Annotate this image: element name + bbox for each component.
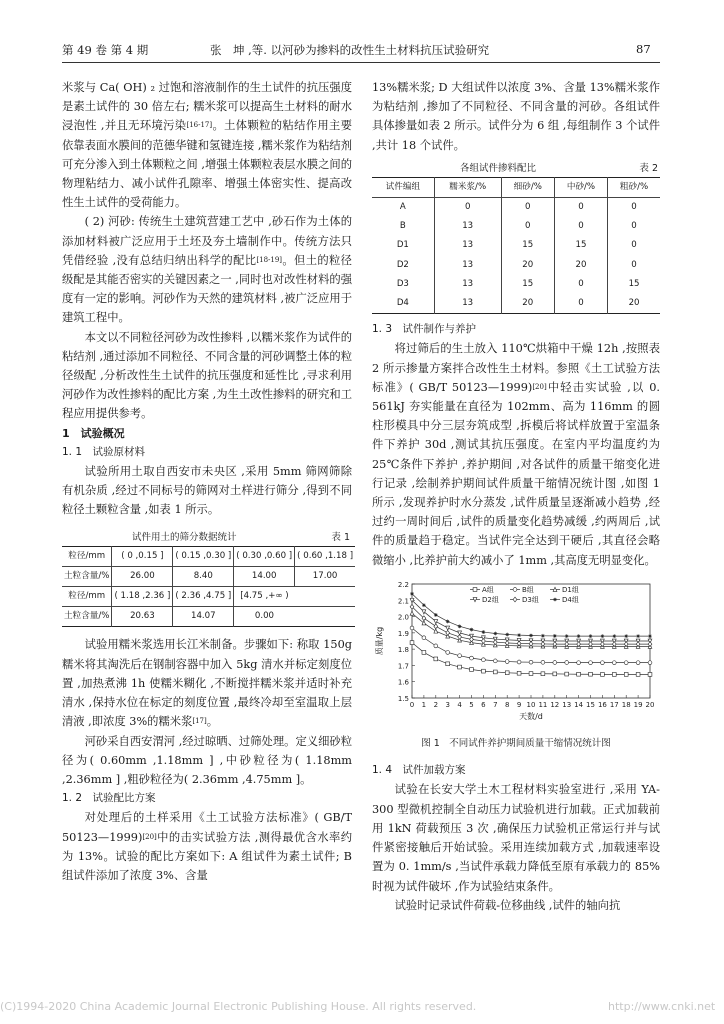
table2-body bbox=[372, 198, 660, 314]
table-cell: 15 bbox=[554, 236, 607, 255]
table-cell: ( 0 ,0.15 ] bbox=[112, 546, 173, 566]
data-point bbox=[410, 626, 414, 630]
data-point bbox=[473, 587, 477, 591]
paragraph: 河砂采自西安渭河 ,经过晾晒、过筛处理。定义细砂粒径为( 0.60mm ,1.18mm ] ,中砂粒径为( 1.18mm ,2.36mm ] ,粗砂粒径为( 2.36mm ,4.75mm ]。 bbox=[62, 734, 352, 786]
table-cell: 0.00 bbox=[234, 607, 295, 627]
data-point bbox=[589, 634, 593, 638]
table-cell: 0 bbox=[608, 217, 660, 236]
data-point bbox=[470, 667, 474, 671]
data-point bbox=[553, 672, 557, 676]
table-cell: D1 bbox=[396, 240, 409, 251]
table2 bbox=[372, 177, 660, 314]
table-cell: [4.75 ,+∞ ) bbox=[234, 587, 295, 607]
y-tick-label: 2.2 bbox=[397, 580, 409, 589]
figure1-caption: 图 1 不同试件养护期间质量干缩情况统计图 bbox=[421, 738, 611, 750]
data-point bbox=[517, 660, 521, 664]
cnki-url: http://www.cnki.net bbox=[608, 1000, 716, 1013]
paragraph: 试验用糯米浆选用长江米制备。步骤如下: 称取 150g 糯米将其淘洗后在钢制容器中加入 5kg 清水并标定刻度位置 ,加热煮沸 1h 使糯米糊化 ,不断搅拌糯米浆并适时补充清水 ,保持水位在标定的刻度位置 ,最终冷却至室温取上层清液 ,即浓度 3%的糯米浆[17]。 bbox=[62, 638, 352, 729]
legend-label: D4组 bbox=[562, 595, 579, 604]
data-point bbox=[470, 628, 474, 632]
data-point bbox=[529, 660, 533, 664]
x-tick-label: 0 bbox=[409, 700, 415, 709]
data-point bbox=[458, 624, 462, 628]
figure1-chart bbox=[372, 576, 660, 726]
data-point bbox=[577, 642, 581, 647]
x-tick-label: 1 bbox=[421, 700, 427, 709]
data-point bbox=[529, 633, 533, 637]
legend-label: D3组 bbox=[522, 595, 539, 604]
table-cell: 26.00 bbox=[112, 566, 173, 586]
table-cell: D3 bbox=[396, 278, 409, 289]
table-row bbox=[372, 217, 660, 236]
data-point bbox=[434, 657, 438, 661]
journal-issue: 第 49 卷 第 4 期 bbox=[62, 43, 149, 57]
data-point bbox=[648, 642, 652, 647]
data-point bbox=[422, 621, 426, 625]
table-cell: 15 bbox=[501, 236, 554, 255]
data-point bbox=[482, 658, 486, 662]
y-tick-label: 1.6 bbox=[397, 678, 409, 687]
table-cell: 0 bbox=[608, 198, 660, 218]
table-cell: 8.40 bbox=[173, 566, 234, 586]
table-header: 糯米浆/% bbox=[434, 177, 501, 197]
y-tick-label: 1.9 bbox=[397, 629, 409, 638]
x-tick-label: 17 bbox=[609, 700, 619, 709]
x-tick-label: 7 bbox=[493, 700, 498, 709]
data-point bbox=[612, 634, 616, 638]
x-tick-label: 8 bbox=[504, 700, 510, 709]
table-cell: 20 bbox=[501, 256, 554, 275]
data-point bbox=[541, 672, 545, 676]
data-point bbox=[446, 650, 450, 654]
table-cell: 0 bbox=[554, 275, 607, 294]
paragraph: ( 2) 河砂: 传统生土建筑营建工艺中 ,砂石作为土体的添加材料被广泛应用于土坯及夯土墙制作中。传统方法只凭借经验 ,没有总结归纳出科学的配比[18-19]。但土的粒径级配是其能否密实的关键因素之一 ,同时也对改性材料的强度有一定的影响。河砂作为天然的建筑材料 ,被广泛应用于建筑工程中。 bbox=[62, 215, 352, 325]
data-point bbox=[577, 672, 581, 676]
x-tick-label: 14 bbox=[574, 700, 584, 709]
x-tick-label: 16 bbox=[597, 700, 607, 709]
data-point bbox=[513, 597, 517, 602]
data-point bbox=[513, 587, 517, 591]
x-tick-label: 12 bbox=[550, 700, 560, 709]
data-point bbox=[589, 661, 593, 665]
data-point bbox=[541, 660, 545, 664]
table-row bbox=[372, 236, 660, 255]
data-point bbox=[458, 634, 462, 639]
paragraph: 试验在长安大学土木工程材料实验室进行 ,采用 YA-300 型微机控制全自动压力试验机进行加载。正式加载前用 1kN 荷载预压 3 次 ,确保压力试验机正常运行并与试件紧密接触后开始试验。采用连续加载方式 ,加载速率设置为 0. 1mm/s ,当试件承载力降低至原有承载力的 85%时视为试件破坏 ,作为试验结束条件。 bbox=[372, 783, 660, 893]
data-point bbox=[493, 631, 497, 635]
x-tick-label: 2 bbox=[433, 700, 439, 709]
table-cell: 0 bbox=[554, 294, 607, 314]
data-point bbox=[565, 642, 569, 647]
data-point bbox=[636, 672, 640, 676]
table-cell: 13 bbox=[434, 236, 501, 255]
data-point bbox=[493, 670, 497, 674]
paragraph: 试验所用土取自西安市未央区 ,采用 5mm 筛网筛除有机杂质 ,经过不同标号的筛网对土样进行筛分 ,得到不同粒径土颗粒含量 ,如表 1 所示。 bbox=[62, 465, 352, 517]
data-point bbox=[636, 634, 640, 638]
table-row bbox=[372, 198, 660, 218]
data-point bbox=[589, 642, 593, 647]
table-cell: ( 1.18 ,2.36 ] bbox=[112, 587, 173, 607]
x-tick-label: 19 bbox=[633, 700, 643, 709]
paragraph: 对处理后的土样采用《土工试验方法标准》( GB/T 50123—1999)[20]中的击实试验方法 ,测得最优含水率约为 13%。试验的配比方案如下: A 组试件为素土试件; B 组试件添加了浓度 3%、含量 bbox=[62, 811, 352, 882]
paragraph: 米浆与 Ca( OH) ₂ 过饱和溶液制作的生土试件的抗压强度是素土试件的 30 倍左右; 糯米浆可以提高生土材料的耐水浸泡性 ,并且无环境污染[16-17]。土体颗粒的粘结作用主要依靠表面水膜间的范德华键和氢键连接 ,糯米浆作为粘结剂可充分渗入到土体颗粒之间 ,增强土体颗粒表层水膜之间的物理粘结力、减小试件孔隙率、增强土体密实性、提高改性生土试件的受荷能力。 bbox=[62, 81, 352, 210]
data-point bbox=[434, 624, 438, 629]
right-column bbox=[372, 78, 660, 915]
data-point bbox=[505, 659, 509, 663]
data-point bbox=[422, 636, 426, 640]
table-cell: 14.07 bbox=[173, 607, 234, 627]
data-point bbox=[410, 611, 414, 615]
table-cell: D2 bbox=[396, 259, 409, 270]
x-tick-label: 10 bbox=[526, 700, 536, 709]
table-cell: 13 bbox=[434, 217, 501, 236]
data-point bbox=[577, 634, 581, 638]
table-cell: ( 0.60 ,1.18 ] bbox=[295, 546, 355, 566]
legend-label: B组 bbox=[522, 585, 534, 594]
data-point bbox=[458, 654, 462, 658]
data-point bbox=[529, 672, 533, 676]
data-point bbox=[577, 661, 581, 665]
x-tick-label: 9 bbox=[516, 700, 522, 709]
data-point bbox=[601, 672, 605, 676]
data-point bbox=[636, 661, 640, 665]
table-cell: 0 bbox=[501, 217, 554, 236]
data-point bbox=[612, 672, 616, 676]
table-cell: 20 bbox=[501, 294, 554, 314]
header-rule bbox=[62, 62, 660, 63]
data-point bbox=[458, 665, 462, 669]
table-row bbox=[372, 275, 660, 294]
paragraph: 本文以不同粒径河砂为改性掺料 ,以糯米浆作为试件的粘结剂 ,通过添加不同粒径、不同含量的河砂调整土体的粒径级配 ,分析改性生土试件的抗压强度和延性比 ,寻求利用河砂作为改性掺料的配比方案 ,为生土改性掺料的研究和工程应用提供参考。 bbox=[62, 330, 352, 421]
data-point bbox=[601, 642, 605, 647]
table-cell bbox=[295, 607, 355, 627]
table-cell: 15 bbox=[501, 275, 554, 294]
data-point bbox=[493, 659, 497, 663]
data-point bbox=[517, 641, 521, 646]
table-cell: 0 bbox=[501, 198, 554, 218]
table1 bbox=[62, 546, 355, 628]
subsection-heading: 1. 2 试验配比方案 bbox=[62, 792, 156, 805]
table-cell: 17.00 bbox=[295, 566, 355, 586]
section-heading: 1 试验概况 bbox=[62, 426, 125, 440]
x-tick-label: 6 bbox=[481, 700, 486, 709]
x-tick-label: 4 bbox=[457, 700, 462, 709]
data-point bbox=[601, 661, 605, 665]
table-cell: D4 bbox=[396, 298, 409, 309]
data-point bbox=[624, 634, 628, 638]
running-title: 张 坤 ,等. 以河砂为掺料的改性生土材料抗压试验研究 bbox=[210, 43, 490, 57]
legend-label: D2组 bbox=[482, 595, 499, 604]
data-point bbox=[612, 661, 616, 665]
subsection-heading: 1. 1 试验原材料 bbox=[62, 445, 146, 458]
data-point bbox=[446, 662, 450, 666]
paragraph: 13%糯米浆; D 大组试件以浓度 3%、含量 13%糯米浆作为粘结剂 ,掺加了不同粒径、不同含量的河砂。各组试件具体掺量如表 2 所示。试件分为 6 组 ,每组制作 3 个试件 ,共计 18 个试件。 bbox=[372, 81, 660, 152]
y-tick-label: 1.8 bbox=[397, 646, 409, 655]
table-cell: 14.00 bbox=[234, 566, 295, 586]
x-tick-label: 5 bbox=[469, 700, 474, 709]
y-tick-label: 2.0 bbox=[397, 613, 409, 622]
table-row bbox=[372, 294, 660, 314]
y-axis-label: 质量/kg bbox=[375, 626, 384, 656]
table-cell: 20 bbox=[554, 256, 607, 275]
legend-label: D1组 bbox=[562, 585, 579, 594]
table-cell: 0 bbox=[608, 236, 660, 255]
table-cell: 土粒含量/% bbox=[64, 570, 110, 581]
data-point bbox=[410, 592, 414, 596]
paragraph: 将过筛后的生土放入 110℃烘箱中干燥 12h ,按照表 2 所示掺量方案拌合改性生土材料。参照《土工试验方法标准》( GB/T 50123—1999)[20]中轻击实试验 ,以 0. 561kJ 夯实能量在直径为 102mm、高为 116mm 的圆柱形模具中分三层夯筑成型 ,拆模后将试样放置于室温条件下养护 30d ,测试其抗压强度。在室内平均温度约为 25℃条件下养护 ,养护期间 ,对各试件的质量干缩变化进行记录 ,绘制养护期间试件质量干缩情况统计图 ,如图 1 所示 ,发现养护时水分蒸发 ,试件质量呈逐渐减小趋势 ,经过约一周时间后 ,试件的质量变化趋势减缓 ,约两周后 ,试件的质量趋于稳定。当试件完全达到干硬后 ,其直径会略微缩小 ,比养护前大约减小了 1mm ,其高度无明显变化。 bbox=[372, 342, 660, 567]
subsection-heading: 1. 4 试件加载方案 bbox=[372, 764, 466, 777]
data-point bbox=[589, 672, 593, 676]
data-point bbox=[553, 660, 557, 664]
x-tick-label: 20 bbox=[645, 700, 655, 709]
data-point bbox=[493, 640, 497, 645]
table-row bbox=[372, 256, 660, 275]
data-point bbox=[482, 638, 486, 643]
y-tick-label: 2.1 bbox=[397, 597, 409, 606]
data-point bbox=[553, 597, 557, 601]
data-point bbox=[565, 634, 569, 638]
table-cell: 粒径/mm bbox=[68, 550, 106, 561]
data-point bbox=[422, 650, 426, 654]
table-cell: ( 0.30 ,0.60 ] bbox=[234, 546, 295, 566]
data-point bbox=[446, 630, 450, 635]
data-point bbox=[601, 634, 605, 638]
data-point bbox=[565, 660, 569, 664]
x-tick-label: 13 bbox=[562, 700, 572, 709]
table2-caption: 各组试件掺料配比 表 2 bbox=[460, 162, 658, 174]
data-point bbox=[529, 641, 533, 646]
y-tick-label: 1.7 bbox=[397, 662, 409, 671]
data-point bbox=[553, 634, 557, 638]
x-tick-label: 15 bbox=[586, 700, 595, 709]
table-cell: 0 bbox=[608, 256, 660, 275]
x-axis-label: 天数/d bbox=[519, 711, 543, 721]
data-point bbox=[612, 642, 616, 647]
data-point bbox=[553, 642, 557, 647]
data-point bbox=[648, 661, 652, 665]
table-cell: ( 0.15 ,0.30 ] bbox=[173, 546, 234, 566]
table-cell bbox=[295, 587, 355, 607]
table-cell: 土粒含量/% bbox=[64, 611, 110, 622]
data-point bbox=[636, 642, 640, 647]
table-cell: 20.63 bbox=[112, 607, 173, 627]
table1-caption: 试件用土的筛分数据统计 表 1 bbox=[132, 531, 350, 543]
data-point bbox=[648, 672, 652, 676]
data-point bbox=[470, 637, 474, 642]
x-tick-label: 18 bbox=[621, 700, 631, 709]
table-cell: 0 bbox=[554, 198, 607, 218]
data-point bbox=[505, 640, 509, 645]
table-header: 试件编组 bbox=[385, 181, 421, 192]
data-point bbox=[624, 672, 628, 676]
data-point bbox=[505, 632, 509, 636]
data-point bbox=[482, 669, 486, 673]
data-point bbox=[505, 671, 509, 675]
left-column bbox=[62, 78, 352, 885]
table-header: 细砂/% bbox=[501, 177, 554, 197]
data-point bbox=[446, 619, 450, 623]
table-cell: 13 bbox=[434, 256, 501, 275]
table-cell: 0 bbox=[554, 217, 607, 236]
table-cell: 13 bbox=[434, 294, 501, 314]
data-point bbox=[517, 671, 521, 675]
data-point bbox=[541, 634, 545, 638]
data-point bbox=[517, 633, 521, 637]
data-point bbox=[470, 656, 474, 660]
table-cell: ( 2.36 ,4.75 ] bbox=[173, 587, 234, 607]
copyright-notice: (C)1994-2020 China Academic Journal Electronic Publishing House. All rights reserved. bbox=[0, 1000, 477, 1013]
data-point bbox=[434, 644, 438, 648]
data-point bbox=[434, 619, 438, 623]
subsection-heading: 1. 3 试件制作与养护 bbox=[372, 323, 477, 336]
table-cell: 粒径/mm bbox=[68, 591, 106, 602]
x-tick-label: 3 bbox=[445, 700, 450, 709]
data-point bbox=[422, 610, 426, 614]
paragraph: 试验时记录试件荷载-位移曲线 ,试件的轴向抗 bbox=[394, 898, 621, 912]
table-cell: 15 bbox=[608, 275, 660, 294]
x-tick-label: 11 bbox=[538, 700, 548, 709]
data-point bbox=[410, 641, 414, 645]
legend-label: A组 bbox=[482, 585, 494, 594]
data-point bbox=[648, 634, 652, 638]
table-header: 中砂/% bbox=[554, 177, 607, 197]
table-cell: 20 bbox=[608, 294, 660, 314]
table-header: 粗砂/% bbox=[608, 177, 660, 197]
table-cell: 13 bbox=[434, 275, 501, 294]
data-point bbox=[565, 672, 569, 676]
data-point bbox=[624, 642, 628, 647]
table-cell: A bbox=[399, 202, 406, 213]
data-point bbox=[434, 629, 438, 633]
table-cell: 0 bbox=[434, 198, 501, 218]
data-point bbox=[624, 661, 628, 665]
data-point bbox=[541, 641, 545, 646]
y-tick-label: 1.5 bbox=[397, 694, 409, 703]
page-number: 87 bbox=[636, 42, 651, 56]
table-cell: B bbox=[399, 221, 406, 232]
data-point bbox=[422, 603, 426, 607]
data-point bbox=[482, 630, 486, 634]
